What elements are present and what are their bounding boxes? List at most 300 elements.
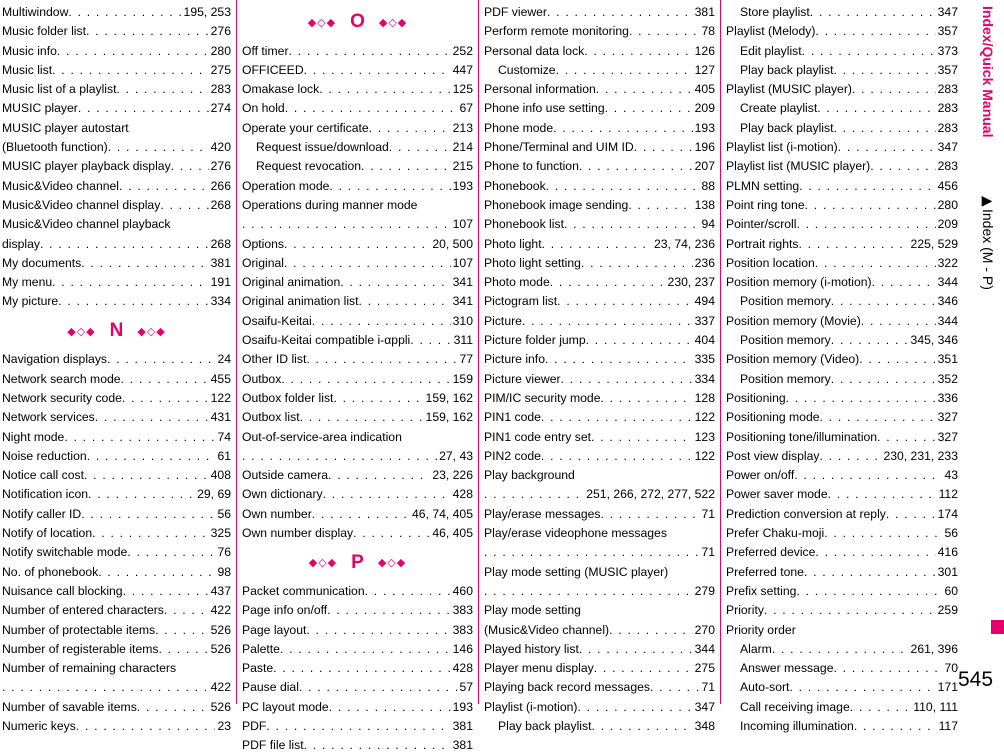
leader-dots <box>484 485 584 504</box>
entry-label: PLMN setting <box>726 178 800 193</box>
leader-dots <box>579 157 693 176</box>
entry-label: Navigation displays <box>2 352 108 367</box>
entry-page-ref: 283 <box>937 101 958 116</box>
leader-dots <box>579 640 693 659</box>
index-entry <box>484 563 715 582</box>
index-entry <box>726 22 958 41</box>
leader-dots <box>78 99 209 118</box>
entry-label: Alarm <box>740 641 772 656</box>
index-entry <box>2 505 231 524</box>
leader-dots <box>859 350 935 369</box>
leader-dots <box>789 678 935 697</box>
index-entry <box>484 466 715 485</box>
leader-dots <box>601 505 700 524</box>
index-entry <box>242 601 473 620</box>
leader-dots <box>564 215 699 234</box>
entry-page-ref: 67 <box>459 101 473 116</box>
entry-page-ref: 325 <box>210 526 231 541</box>
entry-page-ref: 383 <box>452 603 473 618</box>
index-entry <box>242 42 473 61</box>
leader-dots <box>64 428 215 447</box>
entry-page-ref: 252 <box>452 43 473 58</box>
leader-dots <box>650 678 699 697</box>
entry-label: Nuisance call blocking <box>2 583 123 598</box>
entry-page-ref: 127 <box>694 62 715 77</box>
entry-label: Network security code <box>2 390 122 405</box>
index-subentry <box>726 61 958 80</box>
entry-label: PIM/IC security mode <box>484 390 601 405</box>
leader-dots <box>833 659 942 678</box>
entry-label: On hold <box>242 101 285 116</box>
entry-label: Noise reduction <box>2 448 87 463</box>
index-entry <box>484 370 715 389</box>
index-entry <box>2 698 231 717</box>
entry-page-ref: 24 <box>217 352 231 367</box>
entry-label: Phonebook list <box>484 217 564 232</box>
leader-dots <box>76 717 216 736</box>
entry-label: Create playlist <box>740 101 818 116</box>
leader-dots <box>591 428 693 447</box>
entry-label: Play back playlist <box>740 120 834 135</box>
leader-dots <box>273 659 450 678</box>
leader-dots <box>833 61 935 80</box>
leader-dots <box>242 447 437 466</box>
leader-dots <box>547 3 693 22</box>
side-section-title: Index/Quick Manual <box>980 6 996 138</box>
index-subentry <box>726 678 958 697</box>
entry-page-ref: 70 <box>944 661 958 676</box>
leader-dots <box>86 22 209 41</box>
index-entry <box>242 350 473 369</box>
leader-dots <box>284 254 451 273</box>
entry-label: Preferred tone <box>726 564 804 579</box>
leader-dots <box>596 80 693 99</box>
index-entry <box>726 621 958 640</box>
index-entry <box>242 370 473 389</box>
leader-dots <box>119 177 209 196</box>
entry-label: Play background <box>484 468 575 483</box>
entry-page-ref: 422 <box>210 603 231 618</box>
index-subentry <box>726 42 958 61</box>
leader-dots <box>2 678 209 697</box>
index-column-2 <box>242 3 473 756</box>
entry-label: Number of entered characters <box>2 603 164 618</box>
index-entry <box>484 80 715 99</box>
entry-page-ref: 266 <box>210 178 231 193</box>
index-entry <box>242 312 473 331</box>
index-entry <box>726 215 958 234</box>
entry-label: Portrait rights <box>726 236 799 251</box>
index-entry <box>484 99 715 118</box>
index-entry <box>484 331 715 350</box>
index-subentry <box>726 3 958 22</box>
index-entry <box>242 273 473 292</box>
entry-page-ref: 117 <box>938 718 958 733</box>
index-entry <box>242 698 473 717</box>
leader-dots <box>284 235 430 254</box>
leader-dots <box>819 447 881 466</box>
leader-dots <box>877 428 936 447</box>
index-entry <box>2 22 231 41</box>
leader-dots <box>484 543 699 562</box>
index-entry <box>2 389 231 408</box>
leader-dots <box>541 447 693 466</box>
index-entry <box>726 428 958 447</box>
leader-dots <box>359 292 451 311</box>
entry-label: Play back playlist <box>498 718 592 733</box>
index-entry <box>484 42 715 61</box>
leader-dots <box>577 698 692 717</box>
index-entry <box>726 408 958 427</box>
entry-label: Preferred device <box>726 545 816 560</box>
index-entry <box>2 447 231 466</box>
entry-label: Priority order <box>726 622 796 637</box>
index-entry <box>484 235 715 254</box>
leader-dots <box>340 273 450 292</box>
entry-label: Network search mode <box>2 371 121 386</box>
entry-label: Playlist list (i-motion) <box>726 140 838 155</box>
entry-label: Player menu display <box>484 661 594 676</box>
entry-label: Position memory <box>740 333 831 348</box>
index-entry <box>242 640 473 659</box>
index-entry <box>242 408 473 427</box>
entry-label: Osaifu-Keitai compatible i-αppli <box>242 333 411 348</box>
leader-dots <box>831 292 936 311</box>
entry-label: PDF file list <box>242 738 304 753</box>
entry-page-ref: 460 <box>452 583 473 598</box>
leader-dots <box>306 621 450 640</box>
entry-label: Picture <box>484 313 522 328</box>
entry-label: Number of protectable items <box>2 622 156 637</box>
entry-label: Phonebook image sending <box>484 197 629 212</box>
leader-dots <box>838 138 936 157</box>
diamond-ornament-icon: ◆◇◆ <box>307 16 337 29</box>
entry-label: Other ID list <box>242 352 307 367</box>
leader-dots <box>353 524 430 543</box>
entry-label: MUSIC player <box>2 101 78 116</box>
entry-page-ref: 327 <box>937 429 958 444</box>
entry-page-ref: 422 <box>210 680 231 695</box>
entry-page-ref: 283 <box>210 82 231 97</box>
entry-label: Notice call cost <box>2 468 84 483</box>
entry-label: PDF <box>242 718 267 733</box>
index-entry <box>242 215 473 234</box>
entry-label: Point ring tone <box>726 197 805 212</box>
entry-label: Positioning tone/illumination <box>726 429 878 444</box>
entry-page-ref: 94 <box>701 217 715 232</box>
entry-page-ref: 46, 405 <box>432 526 473 541</box>
entry-page-ref: 230, 237 <box>667 275 715 290</box>
entry-page-ref: 526 <box>210 622 231 637</box>
entry-page-ref: 405 <box>694 82 715 97</box>
index-entry <box>484 177 715 196</box>
entry-label: Position memory <box>740 371 831 386</box>
leader-dots <box>772 640 909 659</box>
section-header <box>242 543 473 582</box>
entry-page-ref: 428 <box>452 661 473 676</box>
index-column-4 <box>726 3 958 736</box>
leader-dots <box>605 99 693 118</box>
entry-page-ref: 20, 500 <box>432 236 473 251</box>
entry-page-ref: 373 <box>937 43 958 58</box>
entry-label: Prefix setting <box>726 583 797 598</box>
entry-page-ref: 171 <box>937 680 958 695</box>
entry-label: Numeric keys <box>2 718 76 733</box>
leader-dots <box>584 42 692 61</box>
entry-page-ref: 251, 266, 272, 277, 522 <box>586 487 715 502</box>
entry-label: Phone info use setting <box>484 101 605 116</box>
leader-dots <box>242 215 451 234</box>
index-entry <box>2 138 231 157</box>
entry-page-ref: 334 <box>210 294 231 309</box>
leader-dots <box>796 215 935 234</box>
entry-label: PIN2 code <box>484 448 541 463</box>
entry-label: Position memory <box>740 294 831 309</box>
entry-page-ref: 283 <box>937 159 958 174</box>
leader-dots <box>550 273 666 292</box>
entry-page-ref: 98 <box>217 564 231 579</box>
section-header <box>242 3 473 42</box>
index-entry <box>484 273 715 292</box>
leader-dots <box>591 717 692 736</box>
leader-dots <box>289 42 451 61</box>
leader-dots <box>312 505 410 524</box>
entry-page-ref: 112 <box>938 487 958 502</box>
leader-dots <box>556 61 693 80</box>
entry-label: PDF viewer <box>484 5 547 19</box>
leader-dots <box>329 698 451 717</box>
entry-page-ref: 213 <box>452 120 473 135</box>
column-divider <box>720 0 721 704</box>
entry-page-ref: 110, 111 <box>913 699 958 714</box>
entry-label: Picture info <box>484 352 545 367</box>
index-entry <box>2 408 231 427</box>
entry-label: Position location <box>726 255 815 270</box>
index-entry <box>484 215 715 234</box>
entry-page-ref: 526 <box>210 641 231 656</box>
index-entry <box>484 138 715 157</box>
entry-label: Number of registerable items <box>2 641 159 656</box>
entry-label: Play mode setting <box>484 603 581 618</box>
entry-label: Operation mode <box>242 178 330 193</box>
entry-label: (Bluetooth function) <box>2 140 108 155</box>
index-entry <box>484 312 715 331</box>
entry-label: Play/erase messages <box>484 506 601 521</box>
leader-dots <box>561 370 693 389</box>
entry-label: Options <box>242 236 285 251</box>
leader-dots <box>629 22 699 41</box>
entry-page-ref: 322 <box>937 255 958 270</box>
entry-label: MUSIC player autostart <box>2 120 129 135</box>
entry-page-ref: 146 <box>452 641 473 656</box>
index-entry <box>484 447 715 466</box>
section-letter: N <box>109 320 124 342</box>
leader-dots <box>123 582 209 601</box>
entry-page-ref: 431 <box>210 410 231 425</box>
entry-page-ref: 336 <box>937 390 958 405</box>
leader-dots <box>802 42 936 61</box>
entry-label: Notify switchable mode <box>2 545 128 560</box>
entry-page-ref: 77 <box>459 352 473 367</box>
entry-page-ref: 311 <box>453 333 473 348</box>
index-entry <box>726 466 958 485</box>
index-subentry <box>242 157 473 176</box>
leader-dots <box>484 582 693 601</box>
entry-page-ref: 357 <box>937 62 958 77</box>
leader-dots <box>798 235 908 254</box>
leader-dots <box>546 177 700 196</box>
column-divider <box>478 0 479 704</box>
entry-page-ref: 344 <box>694 641 715 656</box>
entry-page-ref: 195, 253 <box>183 5 231 19</box>
entry-label: Music&Video channel <box>2 178 119 193</box>
index-entry <box>2 601 231 620</box>
index-entry <box>242 485 473 504</box>
index-entry <box>242 61 473 80</box>
entry-label: Night mode <box>2 429 65 444</box>
entry-label: Perform remote monitoring <box>484 24 629 39</box>
entry-page-ref: 279 <box>694 583 715 598</box>
index-entry <box>2 157 231 176</box>
entry-page-ref: 159 <box>452 371 473 386</box>
diamond-ornament-icon: ◆◇◆ <box>378 16 408 29</box>
leader-dots <box>799 177 936 196</box>
entry-label: Photo light setting <box>484 255 581 270</box>
entry-label: My documents <box>2 255 82 270</box>
index-entry <box>2 80 231 99</box>
entry-label: Osaifu-Keitai <box>242 313 312 328</box>
index-entry <box>726 157 958 176</box>
index-entry <box>242 177 473 196</box>
index-subentry <box>726 659 958 678</box>
entry-page-ref: 23, 226 <box>432 468 473 483</box>
index-entry <box>2 621 231 640</box>
index-entry <box>484 157 715 176</box>
leader-dots <box>581 254 693 273</box>
entry-label: Phone to function <box>484 159 579 174</box>
index-subentry <box>726 698 958 717</box>
entry-page-ref: 344 <box>937 275 958 290</box>
index-entry <box>484 428 715 447</box>
leader-dots <box>323 485 451 504</box>
entry-page-ref: 191 <box>210 275 231 290</box>
index-entry <box>484 543 715 562</box>
index-entry <box>242 582 473 601</box>
entry-page-ref: 274 <box>210 101 231 116</box>
entry-label: Played history list <box>484 641 579 656</box>
entry-page-ref: 123 <box>694 429 715 444</box>
entry-label: Omakase lock <box>242 82 320 97</box>
index-subentry <box>726 119 958 138</box>
index-entry <box>484 119 715 138</box>
index-entry <box>242 717 473 736</box>
entry-label: Original animation list <box>242 294 359 309</box>
index-entry <box>2 215 231 234</box>
entry-label: Notify caller ID <box>2 506 82 521</box>
index-entry <box>242 389 473 408</box>
entry-page-ref: 46, 74, 405 <box>412 506 473 521</box>
entry-page-ref: 383 <box>452 622 473 637</box>
leader-dots <box>828 485 937 504</box>
entry-page-ref: 351 <box>937 352 958 367</box>
entry-label: Outbox folder list <box>242 390 334 405</box>
entry-page-ref: 341 <box>452 275 473 290</box>
index-entry <box>484 601 715 620</box>
leader-dots <box>171 157 209 176</box>
entry-label: Palette <box>242 641 280 656</box>
entry-label: Page info on/off <box>242 603 328 618</box>
index-entry <box>2 99 231 118</box>
index-entry <box>242 659 473 678</box>
entry-page-ref: 347 <box>694 699 715 714</box>
index-entry <box>484 582 715 601</box>
entry-page-ref: 159, 162 <box>425 390 473 405</box>
leader-dots <box>594 659 693 678</box>
leader-dots <box>164 601 209 620</box>
entry-page-ref: 122 <box>694 448 715 463</box>
entry-label: Outbox list <box>242 410 300 425</box>
entry-page-ref: 352 <box>937 371 958 386</box>
index-entry <box>242 736 473 755</box>
entry-label: PIN1 code entry set <box>484 429 592 444</box>
index-subentry <box>242 138 473 157</box>
entry-page-ref: 283 <box>937 82 958 97</box>
entry-page-ref: 455 <box>210 371 231 386</box>
entry-page-ref: 193 <box>452 178 473 193</box>
leader-dots <box>299 678 458 697</box>
leader-dots <box>609 621 693 640</box>
entry-page-ref: 159, 162 <box>425 410 473 425</box>
leader-dots <box>327 601 450 620</box>
entry-page-ref: 23, 74, 236 <box>654 236 715 251</box>
entry-page-ref: 337 <box>694 313 715 328</box>
leader-dots <box>68 3 181 22</box>
leader-dots <box>796 582 942 601</box>
entry-label: Positioning mode <box>726 410 820 425</box>
entry-label: Original animation <box>242 275 341 290</box>
leader-dots <box>786 389 936 408</box>
entry-page-ref: 494 <box>694 294 715 309</box>
index-entry <box>242 196 473 215</box>
leader-dots <box>92 524 209 543</box>
entry-label: Outbox <box>242 371 282 386</box>
index-entry <box>726 254 958 273</box>
entry-label: Personal data lock <box>484 43 585 58</box>
entry-page-ref: 447 <box>452 62 473 77</box>
index-entry <box>484 254 715 273</box>
index-entry <box>242 678 473 697</box>
leader-dots <box>57 42 209 61</box>
entry-label: Power saver mode <box>726 487 828 502</box>
index-entry <box>242 331 473 350</box>
entry-label: Own number <box>242 506 312 521</box>
diamond-ornament-icon: ◆◇◆ <box>308 557 338 570</box>
index-entry <box>2 485 231 504</box>
index-subentry <box>726 370 958 389</box>
index-entry <box>484 3 715 22</box>
section-header <box>2 312 231 351</box>
diamond-ornament-icon: ◆◇◆ <box>377 557 407 570</box>
entry-page-ref: 71 <box>701 545 715 560</box>
leader-dots <box>40 235 209 254</box>
entry-label: Incoming illumination <box>740 718 854 733</box>
index-entry <box>484 408 715 427</box>
entry-page-ref: 345, 346 <box>910 333 958 348</box>
entry-label: Prefer Chaku-moji <box>726 526 825 541</box>
section-letter: O <box>350 11 365 33</box>
index-entry <box>242 428 473 447</box>
entry-label: Music&Video channel playback <box>2 217 171 232</box>
